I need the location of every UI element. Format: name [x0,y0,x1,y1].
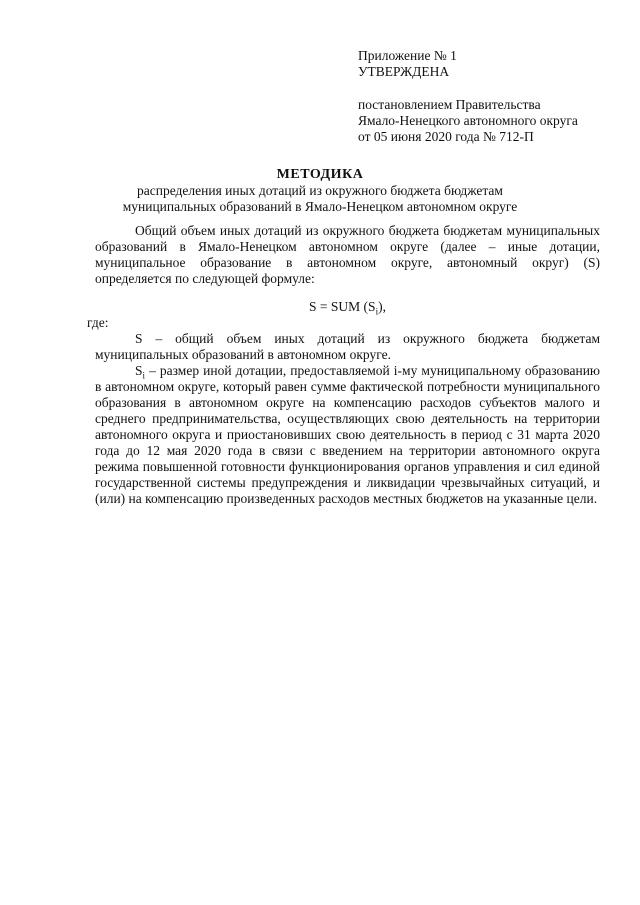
document-body [87,223,600,507]
document-subtitle-2: муниципальных образований в Ямало-Ненецком автономном округе [122,199,518,214]
formula-subscript: i [375,306,379,317]
intro-paragraph: Общий объем иных дотаций из окружного бюджета бюджетам муниципальных образований в Ямало-Ненецком автономном округе (далее – иные дотации, муниципальное образование в автономном округе, автономный округ) (S) определяется по следующей формуле: [95,223,600,286]
definition-si [95,363,600,507]
definition-s: S – общий объем иных дотаций из окружного бюджета бюджетам муниципальных образований в автономном округе. [95,331,600,362]
definition-si-subscript: i [142,370,146,381]
appendix-label: Приложение № 1 [358,48,457,63]
approval-line-1: постановлением Правительства [358,97,541,112]
definition-si-text: – размер иной дотации, предоставляемой i-му муниципальному образованию в автономном округе, который равен сумме фактической потребности муниципального образования в автономном округе на компенсацию расходов субъектов малого и среднего предпринимательства, осуществляющих свою деятельность на территории автономного округа и приостановивших свою деятельность в период с 31 марта 2020 года до 12 мая 2020 года в связи с введением на территории автономного округа режима повышенной готовности функционирования органов управления и сил единой государственной системы предупреждения и ликвидации чрезвычайных ситуаций, и (или) на компенсацию произведенных расходов местных бюджетов на указанные цели. [95,363,600,506]
title-block [60,167,580,215]
approved-label: УТВЕРЖДЕНА [358,64,450,79]
spacer [358,80,618,97]
document-subtitle-1: распределения иных дотаций из окружного бюджета бюджетам [137,183,503,198]
approval-block [358,48,618,145]
definition-si-symbol: S [135,363,143,378]
formula-main: S = SUM (S [309,299,376,314]
where-label: где: [87,315,109,330]
approval-line-2: Ямало-Ненецкого автономного округа [358,113,578,128]
approval-line-3: от 05 июня 2020 года № 712-П [358,129,534,144]
document-title: МЕТОДИКА [276,167,364,182]
formula-tail: ), [378,299,386,314]
formula [95,299,600,315]
